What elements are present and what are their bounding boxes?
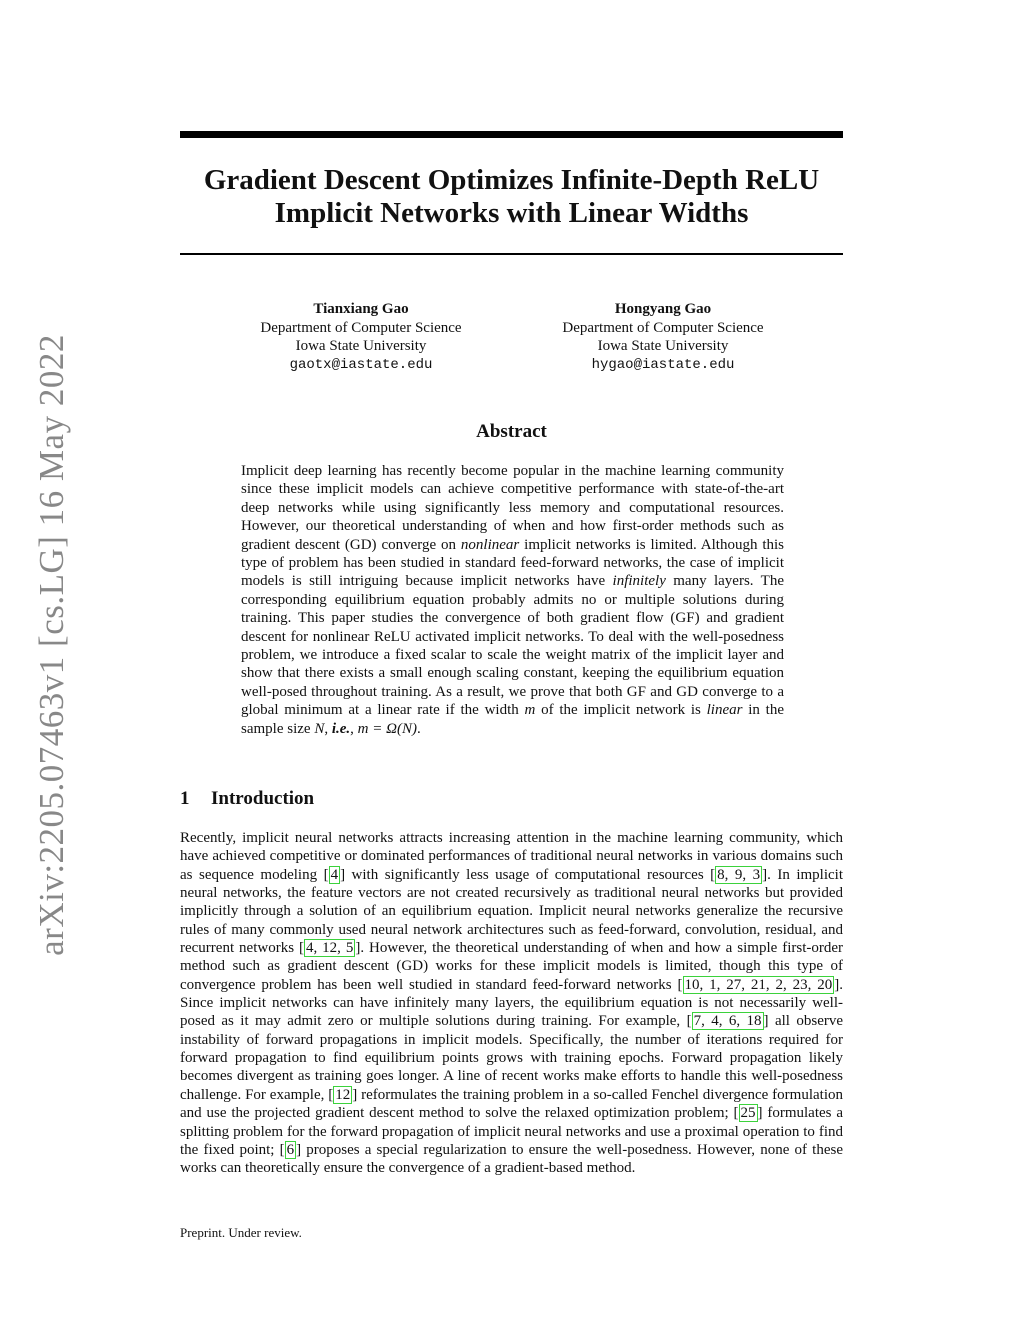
- body-text: ]. In implicit neural networks, the feature vectors are not created recursively as traditional neural networks but provided implicitly through a solution of an equilibrium equation. Implicit neural networks generalize the recursive rules of many commonly used neural network architectures such as feed-forward, convolution, residual, and recurrent networks [: [180, 866, 843, 957]
- citation-link[interactable]: 10, 1, 27, 21, 2, 23, 20: [684, 976, 833, 993]
- abstract-text: in the sample size: [241, 702, 785, 737]
- author-department: Department of Computer Science: [260, 319, 462, 336]
- abstract-emphasis: infinitely: [612, 573, 666, 590]
- citation-link[interactable]: 6: [286, 1141, 295, 1158]
- abstract-text: many layers. The corresponding equilibrium equation probably admits no or multiple solutions during training. This paper studies the convergence of both gradient flow (GF) and gradient descent for nonlinear ReLU activated implicit networks. To deal with the well-posedness problem, we introduce a fixed scalar to scale the weight matrix of the implicit layer and show that there exists a small enough scaling constant, keeping the equilibrium equation well-posed throughout training. As a result, we prove that both GF and GD converge to a global minimum at a linear rate if the width: [241, 573, 784, 719]
- body-text: ]. However, the theoretical understanding of when and how a simple first-order method such as gradient descent (GD) works for these implicit models is limited, though this type of convergence problem has been well studied in standard feed-forward networks [: [180, 940, 844, 993]
- arxiv-identifier: arXiv:2205.07463v1 [cs.LG] 16 May 2022: [32, 334, 71, 956]
- citation-link[interactable]: 25: [740, 1105, 756, 1122]
- title-bottom-rule: [180, 253, 843, 255]
- citation-link[interactable]: 7, 4, 6, 18: [693, 1013, 762, 1030]
- section-title: Introduction: [211, 788, 315, 809]
- section-heading: [180, 788, 314, 810]
- abstract-text: .: [416, 720, 421, 737]
- title-line-1: Gradient Descent Optimizes Infinite-Depth ReLU: [203, 164, 820, 196]
- abstract-emphasis: i.e.: [331, 720, 351, 737]
- author-department: Department of Computer Science: [562, 319, 764, 336]
- footer-note: Preprint. Under review.: [180, 1225, 302, 1240]
- paper-title: [180, 164, 843, 230]
- author-university: Iowa State University: [597, 338, 729, 355]
- title-line-2: Implicit Networks with Linear Widths: [274, 197, 749, 229]
- citation-link[interactable]: 8, 9, 3: [717, 866, 761, 883]
- abstract-emphasis: nonlinear: [460, 536, 520, 553]
- abstract-heading: Abstract: [476, 421, 547, 442]
- author-block-2: [513, 300, 813, 374]
- citation-link[interactable]: 12: [335, 1086, 351, 1103]
- body-text: ]. Since implicit networks can have infinitely many layers, the equilibrium equation is not necessarily well-posed as it may admit zero or multiple solutions during training. For example, [: [180, 976, 844, 1030]
- body-text: ] all observe instability of forward propagations in implicit models. Specifically, the number of iterations required for forward propagation to find equilibrium points grows with training epochs. Forward propagation likely becomes divergent as training goes longer. A line of recent works make efforts to handle this well-posedness challenge. For example, [: [180, 1013, 844, 1103]
- math-symbol: m: [524, 702, 536, 719]
- title-top-rule: [180, 131, 843, 138]
- body-text: Recently, implicit neural networks attracts increasing attention in the machine learning community, which have achieved competitive or dominated performances of traditional neural networks in various domains such as sequence modeling [: [180, 830, 843, 883]
- math-formula: m = Ω(N): [357, 720, 417, 737]
- author-email[interactable]: hygao@iastate.edu: [591, 356, 735, 373]
- math-symbol: N: [314, 720, 325, 737]
- section-number: 1: [180, 788, 190, 809]
- abstract-emphasis: linear: [706, 702, 743, 719]
- abstract-body: [241, 462, 784, 738]
- author-university: Iowa State University: [295, 338, 427, 355]
- abstract-text: ,: [324, 720, 332, 737]
- citation-link[interactable]: 4: [330, 866, 339, 883]
- body-text: ] reformulates the training problem in a so-called Fenchel divergence formulation and use the projected gradient descent method to solve the relaxed optimization problem; [: [180, 1086, 843, 1122]
- abstract-text: Implicit deep learning has recently become popular in the machine learning community since these implicit models can achieve competitive performance with state-of-the-art deep networks while using significantly less memory and computational resources. However, our theoretical understanding of when and how first-order methods such as gradient descent (GD) converge on: [241, 463, 784, 553]
- abstract-text: ,: [350, 720, 358, 737]
- author-name: Hongyang Gao: [614, 301, 712, 317]
- author-name: Tianxiang Gao: [313, 301, 409, 317]
- author-block-1: [211, 300, 511, 374]
- introduction-paragraph: [180, 829, 843, 1178]
- author-email[interactable]: gaotx@iastate.edu: [289, 356, 433, 373]
- abstract-text: implicit networks is limited. Although this type of problem has been studied in standard feed-forward networks, the case of implicit models is still intriguing because implicit networks have: [241, 536, 784, 590]
- citation-link[interactable]: 4, 12, 5: [305, 940, 354, 957]
- body-text: ] proposes a special regularization to ensure the well-posedness. However, none of these works can theoretically ensure the convergence of a gradient-based method.: [180, 1141, 843, 1177]
- body-text: ] with significantly less usage of computational resources [: [340, 866, 716, 883]
- abstract-text: of the implicit network is: [535, 702, 707, 719]
- body-text: ] formulates a splitting problem for the forward propagation of implicit neural networks and use a proximal operation to find the fixed point; [: [180, 1105, 843, 1158]
